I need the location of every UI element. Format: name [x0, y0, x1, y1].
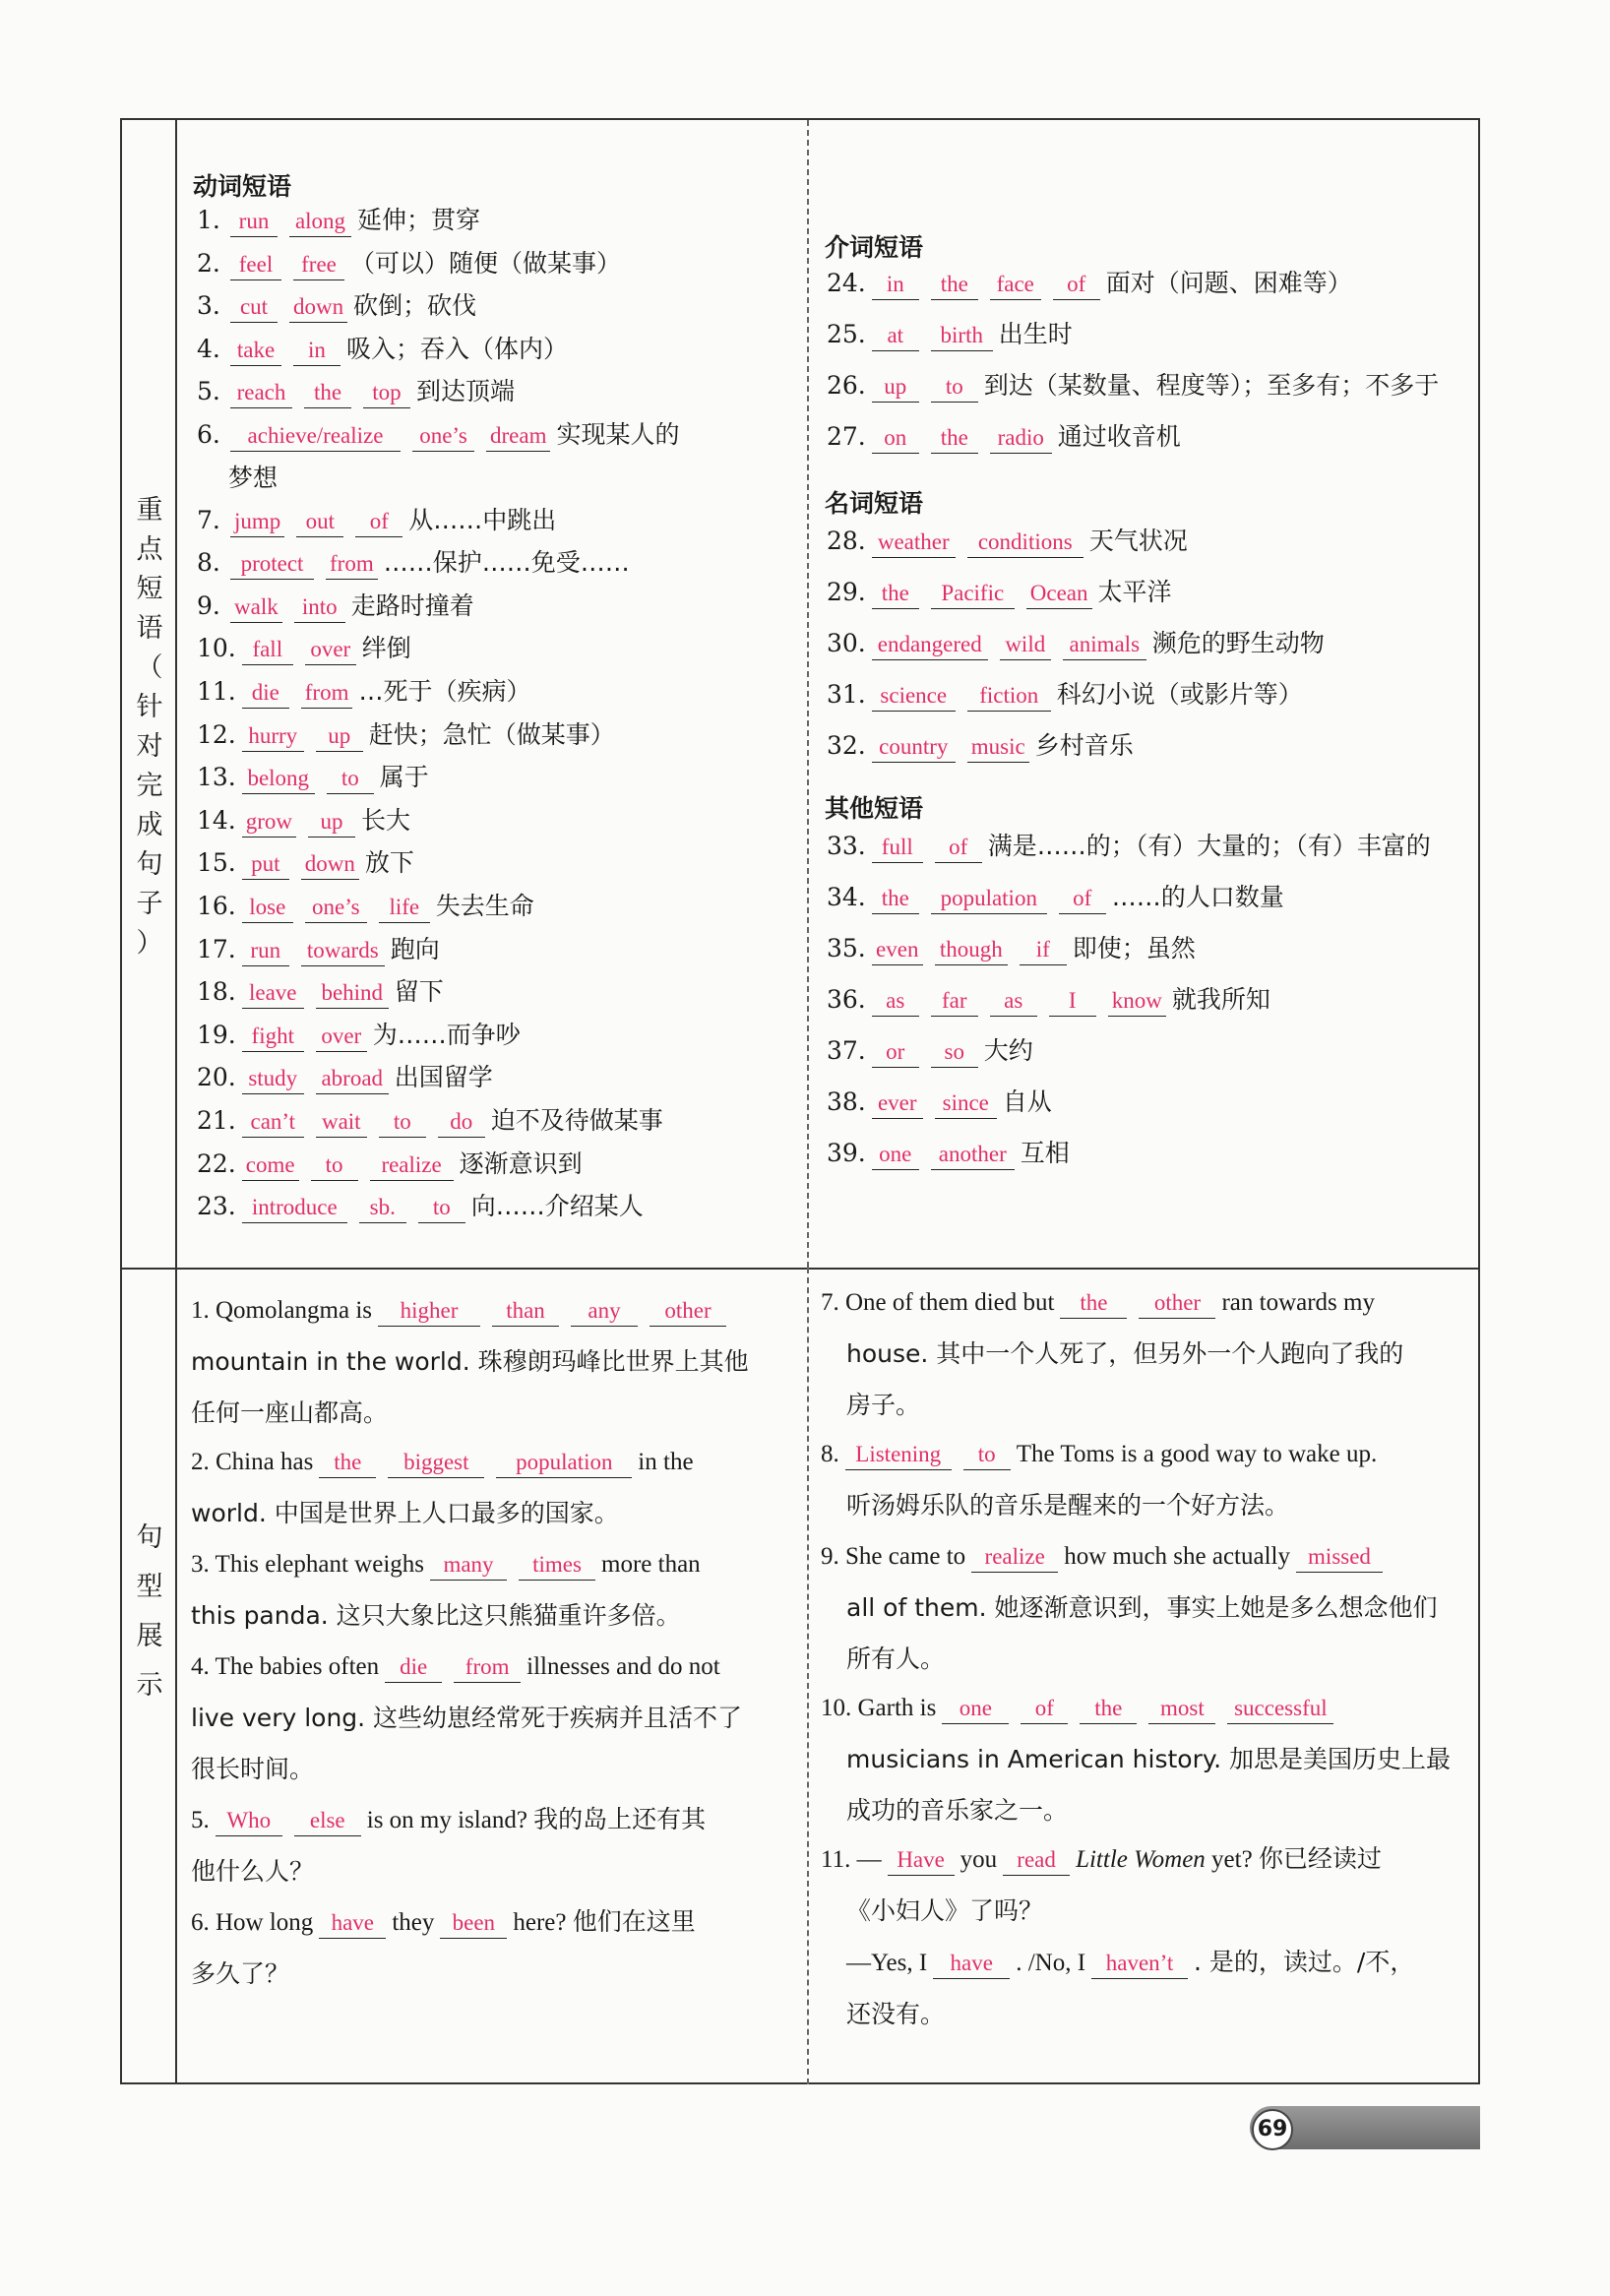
answer-blank: feel — [230, 250, 281, 280]
answer-blank: another — [931, 1140, 1015, 1170]
key-phrases-section — [122, 120, 1478, 1270]
phrase-number: 18. — [197, 977, 236, 1007]
phrase-item — [197, 203, 480, 238]
phrase-number: 39. — [827, 1139, 866, 1167]
phrase-item — [197, 1147, 583, 1182]
label-char: 完 — [136, 771, 163, 801]
phrase-meaning: 为……而争吵 — [372, 1020, 521, 1049]
phrase-meaning: 通过收音机 — [1057, 422, 1181, 451]
prep-phrases-title: 介词短语 — [825, 233, 924, 262]
sentence-1: 1. Qomolangma is higher than any other mountain in the world. 珠穆朗玛峰比世界上其他 任何一座山都高。 — [191, 1297, 749, 1427]
phrase-meaning: 面对（问题、困难等） — [1105, 269, 1352, 297]
answer-blank: birth — [931, 321, 993, 351]
answer-blank: to — [311, 1150, 358, 1181]
phrase-meaning: 赶快；急忙（做某事） — [368, 719, 615, 749]
phrase-number: 31. — [827, 680, 866, 709]
label-char: 句 — [136, 849, 163, 880]
answer-blank: in — [872, 270, 919, 300]
answer-blank: leave — [242, 978, 304, 1009]
phrase-number: 4. — [197, 334, 220, 363]
phrase-number: 10. — [197, 634, 236, 663]
phrase-meaning: 就我所知 — [1171, 985, 1270, 1014]
phrase-meaning: 科幻小说（或影片等） — [1056, 680, 1303, 709]
answer-blank: as — [872, 986, 919, 1017]
noun-phrases-title: 名词短语 — [825, 489, 924, 518]
answer-blank: run — [242, 936, 289, 966]
phrase-meaning: 跑向 — [390, 934, 440, 963]
phrase-item — [197, 1060, 493, 1095]
phrase-number: 21. — [197, 1106, 236, 1135]
label-char: 对 — [136, 731, 163, 762]
phrase-item — [197, 932, 440, 967]
answer-blank: fiction — [967, 681, 1051, 712]
sentence-patterns-section — [122, 1268, 1478, 2084]
phrase-item — [197, 845, 414, 881]
phrase-item — [197, 889, 534, 924]
phrase-item — [197, 1189, 644, 1224]
phrase-item — [197, 1103, 663, 1139]
phrase-number: 35. — [827, 934, 866, 962]
answer-blank: one’s — [412, 421, 474, 452]
phrase-item — [827, 524, 1188, 559]
answer-blank: jump — [230, 507, 284, 537]
phrase-item — [197, 374, 515, 409]
phrase-number: 27. — [827, 422, 866, 451]
phrase-number: 17. — [197, 934, 236, 963]
answer-blank: I — [1049, 986, 1096, 1017]
answer-blank: know — [1108, 986, 1166, 1017]
answer-blank: of — [935, 833, 982, 863]
sentence-9: 9. She came to realize how much she actually missed all of them. 她逐渐意识到，事实上她是多么想念他们 所有人。 — [821, 1543, 1438, 1673]
answer-blank: since — [935, 1088, 997, 1119]
answer-blank: achieve/realize — [230, 421, 401, 452]
phrase-item — [197, 803, 410, 838]
answer-blank: realize — [370, 1150, 454, 1181]
phrase-number: 14. — [197, 805, 236, 835]
phrase-number: 8. — [197, 548, 220, 578]
phrase-number: 9. — [197, 590, 220, 620]
phrase-number: 33. — [827, 832, 866, 860]
phrase-meaning: 逐渐意识到 — [459, 1148, 583, 1178]
phrase-number: 36. — [827, 985, 866, 1014]
answer-blank: do — [438, 1107, 485, 1138]
phrase-number: 20. — [197, 1063, 236, 1092]
sentence-3: 3. This elephant weighs many times more than this panda. 这只大象比这只熊猫重许多倍。 — [191, 1551, 701, 1630]
answer-blank: study — [242, 1064, 304, 1094]
answer-blank: radio — [990, 423, 1052, 454]
phrase-meaning: 从……中跳出 — [408, 505, 557, 534]
sentence-11: 11. — Have you read Little Women yet? 你已经读过 《小妇人》了吗？ —Yes, I have . /No, I haven’t . 是的，读过。/不， 还没有。 — [821, 1846, 1415, 2028]
phrase-item — [827, 419, 1181, 455]
phrase-item — [827, 677, 1303, 713]
phrase-item — [197, 974, 444, 1010]
answer-blank: though — [935, 935, 1008, 965]
phrase-meaning: 满是……的；（有）大量的；（有）丰富的 — [987, 832, 1431, 860]
answer-blank: into — [294, 592, 345, 623]
answer-blank: conditions — [967, 527, 1084, 558]
answer-blank: Ocean — [1026, 579, 1092, 609]
phrase-number: 34. — [827, 883, 866, 911]
answer-blank: one’s — [305, 893, 367, 923]
phrase-number: 32. — [827, 731, 866, 760]
answer-blank: protect — [230, 549, 314, 580]
phrase-item — [827, 317, 1073, 352]
answer-blank: population — [931, 884, 1047, 914]
sentence-10: 10. Garth is one of the most successful musicians in American history. 加思是美国历史上最 成功的音乐家之一。 — [821, 1695, 1451, 1825]
answer-blank: endangered — [872, 630, 988, 660]
answer-blank: far — [931, 986, 978, 1017]
answer-blank: fight — [242, 1022, 304, 1052]
phrase-meaning: 砍倒；砍伐 — [353, 291, 477, 321]
answer-blank: the — [304, 378, 351, 408]
answer-blank: up — [308, 807, 355, 838]
phrase-meaning: 吸入；吞入（体内） — [346, 334, 569, 363]
phrase-item — [827, 626, 1325, 661]
phrase-item — [197, 589, 474, 624]
answer-blank: of — [1059, 884, 1106, 914]
phrase-number: 16. — [197, 892, 236, 920]
phrase-number: 5. — [197, 377, 220, 406]
label-char: 点 — [136, 534, 163, 565]
phrase-meaning: 绊倒 — [361, 634, 411, 663]
answer-blank: over — [316, 1022, 367, 1052]
phrase-meaning: 长大 — [361, 805, 411, 835]
worksheet-frame — [120, 118, 1480, 2084]
phrase-meaning: 向……介绍某人 — [470, 1192, 644, 1221]
answer-blank: or — [872, 1037, 919, 1068]
phrase-item — [827, 1033, 1033, 1069]
phrase-continuation: 梦想 — [228, 463, 279, 492]
phrase-number: 13. — [197, 763, 236, 792]
answer-blank: down — [301, 849, 359, 880]
phrase-item — [197, 246, 621, 281]
page-number: 69 — [1252, 2109, 1293, 2150]
label-char: 针 — [136, 692, 163, 722]
phrase-meaning: 出生时 — [998, 320, 1073, 348]
answer-blank: at — [872, 321, 919, 351]
answer-blank: up — [872, 372, 919, 403]
phrase-meaning: 大约 — [983, 1036, 1033, 1065]
answer-blank: the — [931, 270, 978, 300]
sentence-7: 7. One of them died but the other ran towards my house. 其中一个人死了，但另外一个人跑向了我的 房子。 — [821, 1289, 1404, 1419]
phrase-meaning: 失去生命 — [435, 892, 534, 920]
row1-label — [122, 120, 177, 1268]
column-divider — [807, 120, 809, 1268]
answer-blank: from — [326, 549, 378, 580]
phrase-item — [197, 717, 615, 753]
answer-blank: of — [1053, 270, 1100, 300]
phrase-item — [827, 829, 1431, 864]
phrase-number: 30. — [827, 629, 866, 657]
answer-blank: over — [305, 635, 356, 665]
column-divider — [807, 1268, 809, 2084]
phrase-meaning: 天气状况 — [1088, 527, 1188, 555]
answer-blank: reach — [230, 378, 292, 408]
answer-blank: top — [363, 378, 410, 408]
phrase-meaning: （可以）随便（做某事） — [350, 248, 622, 278]
phrase-number: 23. — [197, 1192, 236, 1221]
phrase-item — [197, 417, 679, 453]
phrase-item — [827, 728, 1134, 764]
phrase-item — [197, 760, 429, 795]
phrase-number: 15. — [197, 848, 236, 878]
answer-blank: even — [872, 935, 923, 965]
phrase-item — [197, 545, 630, 581]
phrase-item — [197, 503, 556, 538]
answer-blank: wait — [316, 1107, 367, 1138]
phrase-item — [197, 288, 476, 324]
answer-blank: to — [418, 1193, 465, 1223]
answer-blank: to — [379, 1107, 426, 1138]
phrase-number: 12. — [197, 719, 236, 749]
phrase-meaning: 出国留学 — [394, 1063, 493, 1092]
answer-blank: on — [872, 423, 919, 454]
answer-blank: one — [872, 1140, 919, 1170]
answer-blank: put — [242, 849, 289, 880]
label-char: 示 — [136, 1670, 163, 1701]
answer-blank: to — [931, 372, 978, 403]
label-char: 短 — [136, 574, 163, 604]
phrase-meaning: 属于 — [379, 763, 429, 792]
answer-blank: if — [1020, 935, 1067, 965]
phrase-item — [827, 575, 1172, 610]
phrase-item — [827, 266, 1352, 301]
answer-blank: up — [316, 721, 363, 752]
phrase-meaning: ……保护……免受…… — [383, 548, 630, 578]
answer-blank: the — [872, 884, 919, 914]
phrase-number: 1. — [197, 206, 220, 234]
phrase-meaning: 实现某人的 — [556, 420, 680, 449]
answer-blank: come — [242, 1150, 299, 1181]
phrase-item — [197, 674, 531, 710]
phrase-meaning: 乡村音乐 — [1034, 731, 1134, 760]
answer-blank: belong — [242, 764, 315, 794]
answer-blank: behind — [316, 978, 389, 1009]
phrase-number: 38. — [827, 1087, 866, 1116]
phrase-meaning: 濒危的野生动物 — [1151, 629, 1325, 657]
phrase-meaning: 到达顶端 — [416, 377, 516, 406]
phrase-meaning: 即使；虽然 — [1072, 934, 1196, 962]
phrase-number: 25. — [827, 320, 866, 348]
label-char: （ — [136, 652, 163, 683]
answer-blank: down — [289, 292, 347, 323]
phrase-meaning: 留下 — [394, 977, 444, 1007]
label-char: 成 — [136, 810, 163, 840]
answer-blank: Pacific — [931, 579, 1015, 609]
verb-phrases-title: 动词短语 — [193, 172, 292, 201]
answer-blank: to — [327, 764, 374, 794]
answer-blank: hurry — [242, 721, 304, 752]
answer-blank: introduce — [242, 1193, 347, 1223]
phrase-item — [827, 368, 1439, 403]
phrase-number: 28. — [827, 527, 866, 555]
phrase-number: 29. — [827, 578, 866, 606]
answer-blank: sb. — [359, 1193, 406, 1223]
phrase-meaning: 走路时撞着 — [350, 590, 474, 620]
answer-blank: lose — [242, 893, 293, 923]
phrase-number: 6. — [197, 420, 220, 449]
answer-blank: can’t — [242, 1107, 304, 1138]
phrase-item — [197, 332, 568, 367]
label-char: ） — [136, 928, 163, 959]
answer-blank: of — [355, 507, 402, 537]
answer-blank: from — [301, 678, 353, 709]
answer-blank: the — [872, 579, 919, 609]
answer-blank: so — [931, 1037, 978, 1068]
sentence-2: 2. China has the biggest population in the world. 中国是世界上人口最多的国家。 — [191, 1449, 694, 1527]
phrase-meaning: 互相 — [1020, 1139, 1070, 1167]
label-char: 重 — [136, 495, 163, 526]
phrase-meaning: ……的人口数量 — [1111, 883, 1284, 911]
phrase-item — [827, 931, 1196, 966]
phrase-item — [827, 1136, 1070, 1171]
answer-blank: wild — [1000, 630, 1051, 660]
answer-blank: free — [293, 250, 344, 280]
answer-blank: dream — [486, 421, 550, 452]
answer-blank: life — [379, 893, 430, 923]
label-char: 型 — [136, 1572, 163, 1602]
phrase-number: 22. — [197, 1148, 236, 1178]
answer-blank: weather — [872, 527, 956, 558]
phrase-number: 24. — [827, 269, 866, 297]
phrase-meaning: 延伸；贯穿 — [357, 206, 481, 234]
phrase-number: 3. — [197, 291, 220, 321]
phrase-number: 19. — [197, 1020, 236, 1049]
answer-blank: ever — [872, 1088, 923, 1119]
answer-blank: take — [230, 336, 281, 366]
answer-blank: face — [990, 270, 1041, 300]
answer-blank: country — [872, 732, 956, 763]
phrase-number: 7. — [197, 505, 220, 534]
phrase-meaning: …死于（疾病） — [358, 677, 531, 706]
answer-blank: fall — [242, 635, 293, 665]
answer-blank: music — [967, 732, 1029, 763]
answer-blank: the — [931, 423, 978, 454]
answer-blank: as — [990, 986, 1037, 1017]
phrase-meaning: 太平洋 — [1097, 578, 1172, 606]
label-char: 句 — [136, 1522, 163, 1553]
answer-blank: die — [242, 678, 289, 709]
answer-blank: animals — [1063, 630, 1146, 660]
answer-blank: in — [293, 336, 341, 366]
answer-blank: grow — [242, 807, 296, 838]
answer-blank: run — [230, 207, 278, 237]
sentence-5: 5. Who else is on my island? 我的岛上还有其 他什么人？ — [191, 1807, 707, 1886]
phrase-item — [827, 880, 1284, 915]
phrase-number: 11. — [197, 677, 236, 706]
sentence-8: 8. Listening to The Toms is a good way to wake up. 听汤姆乐队的音乐是醒来的一个好方法。 — [821, 1441, 1378, 1520]
phrase-meaning: 迫不及待做某事 — [490, 1106, 663, 1135]
phrase-item — [197, 631, 411, 666]
label-char: 语 — [136, 613, 163, 644]
label-char: 子 — [136, 889, 163, 919]
answer-blank: full — [872, 833, 923, 863]
phrase-meaning: 放下 — [364, 848, 414, 878]
phrase-item — [827, 1085, 1052, 1120]
other-phrases-title: 其他短语 — [825, 794, 924, 823]
label-char: 展 — [136, 1621, 163, 1651]
answer-blank: towards — [301, 936, 385, 966]
answer-blank: abroad — [316, 1064, 389, 1094]
sentence-4: 4. The babies often die from illnesses and do not live very long. 这些幼崽经常死于疾病并且活不了 很长时间。 — [191, 1653, 743, 1783]
phrase-meaning: 自从 — [1002, 1087, 1052, 1116]
phrase-meaning: 到达（某数量、程度等）；至多有；不多于 — [983, 371, 1440, 400]
answer-blank: out — [296, 507, 343, 537]
phrase-number: 2. — [197, 248, 220, 278]
answer-blank: walk — [230, 592, 282, 623]
phrase-number: 26. — [827, 371, 866, 400]
answer-blank: cut — [230, 292, 278, 323]
phrase-number: 37. — [827, 1036, 866, 1065]
answer-blank: along — [289, 207, 351, 237]
answer-blank: science — [872, 681, 956, 712]
phrase-item — [197, 1018, 521, 1053]
phrase-item — [827, 982, 1270, 1018]
sentence-6: 6. How long have they been here? 他们在这里 多久了？ — [191, 1909, 696, 1988]
row2-label — [122, 1268, 177, 2084]
